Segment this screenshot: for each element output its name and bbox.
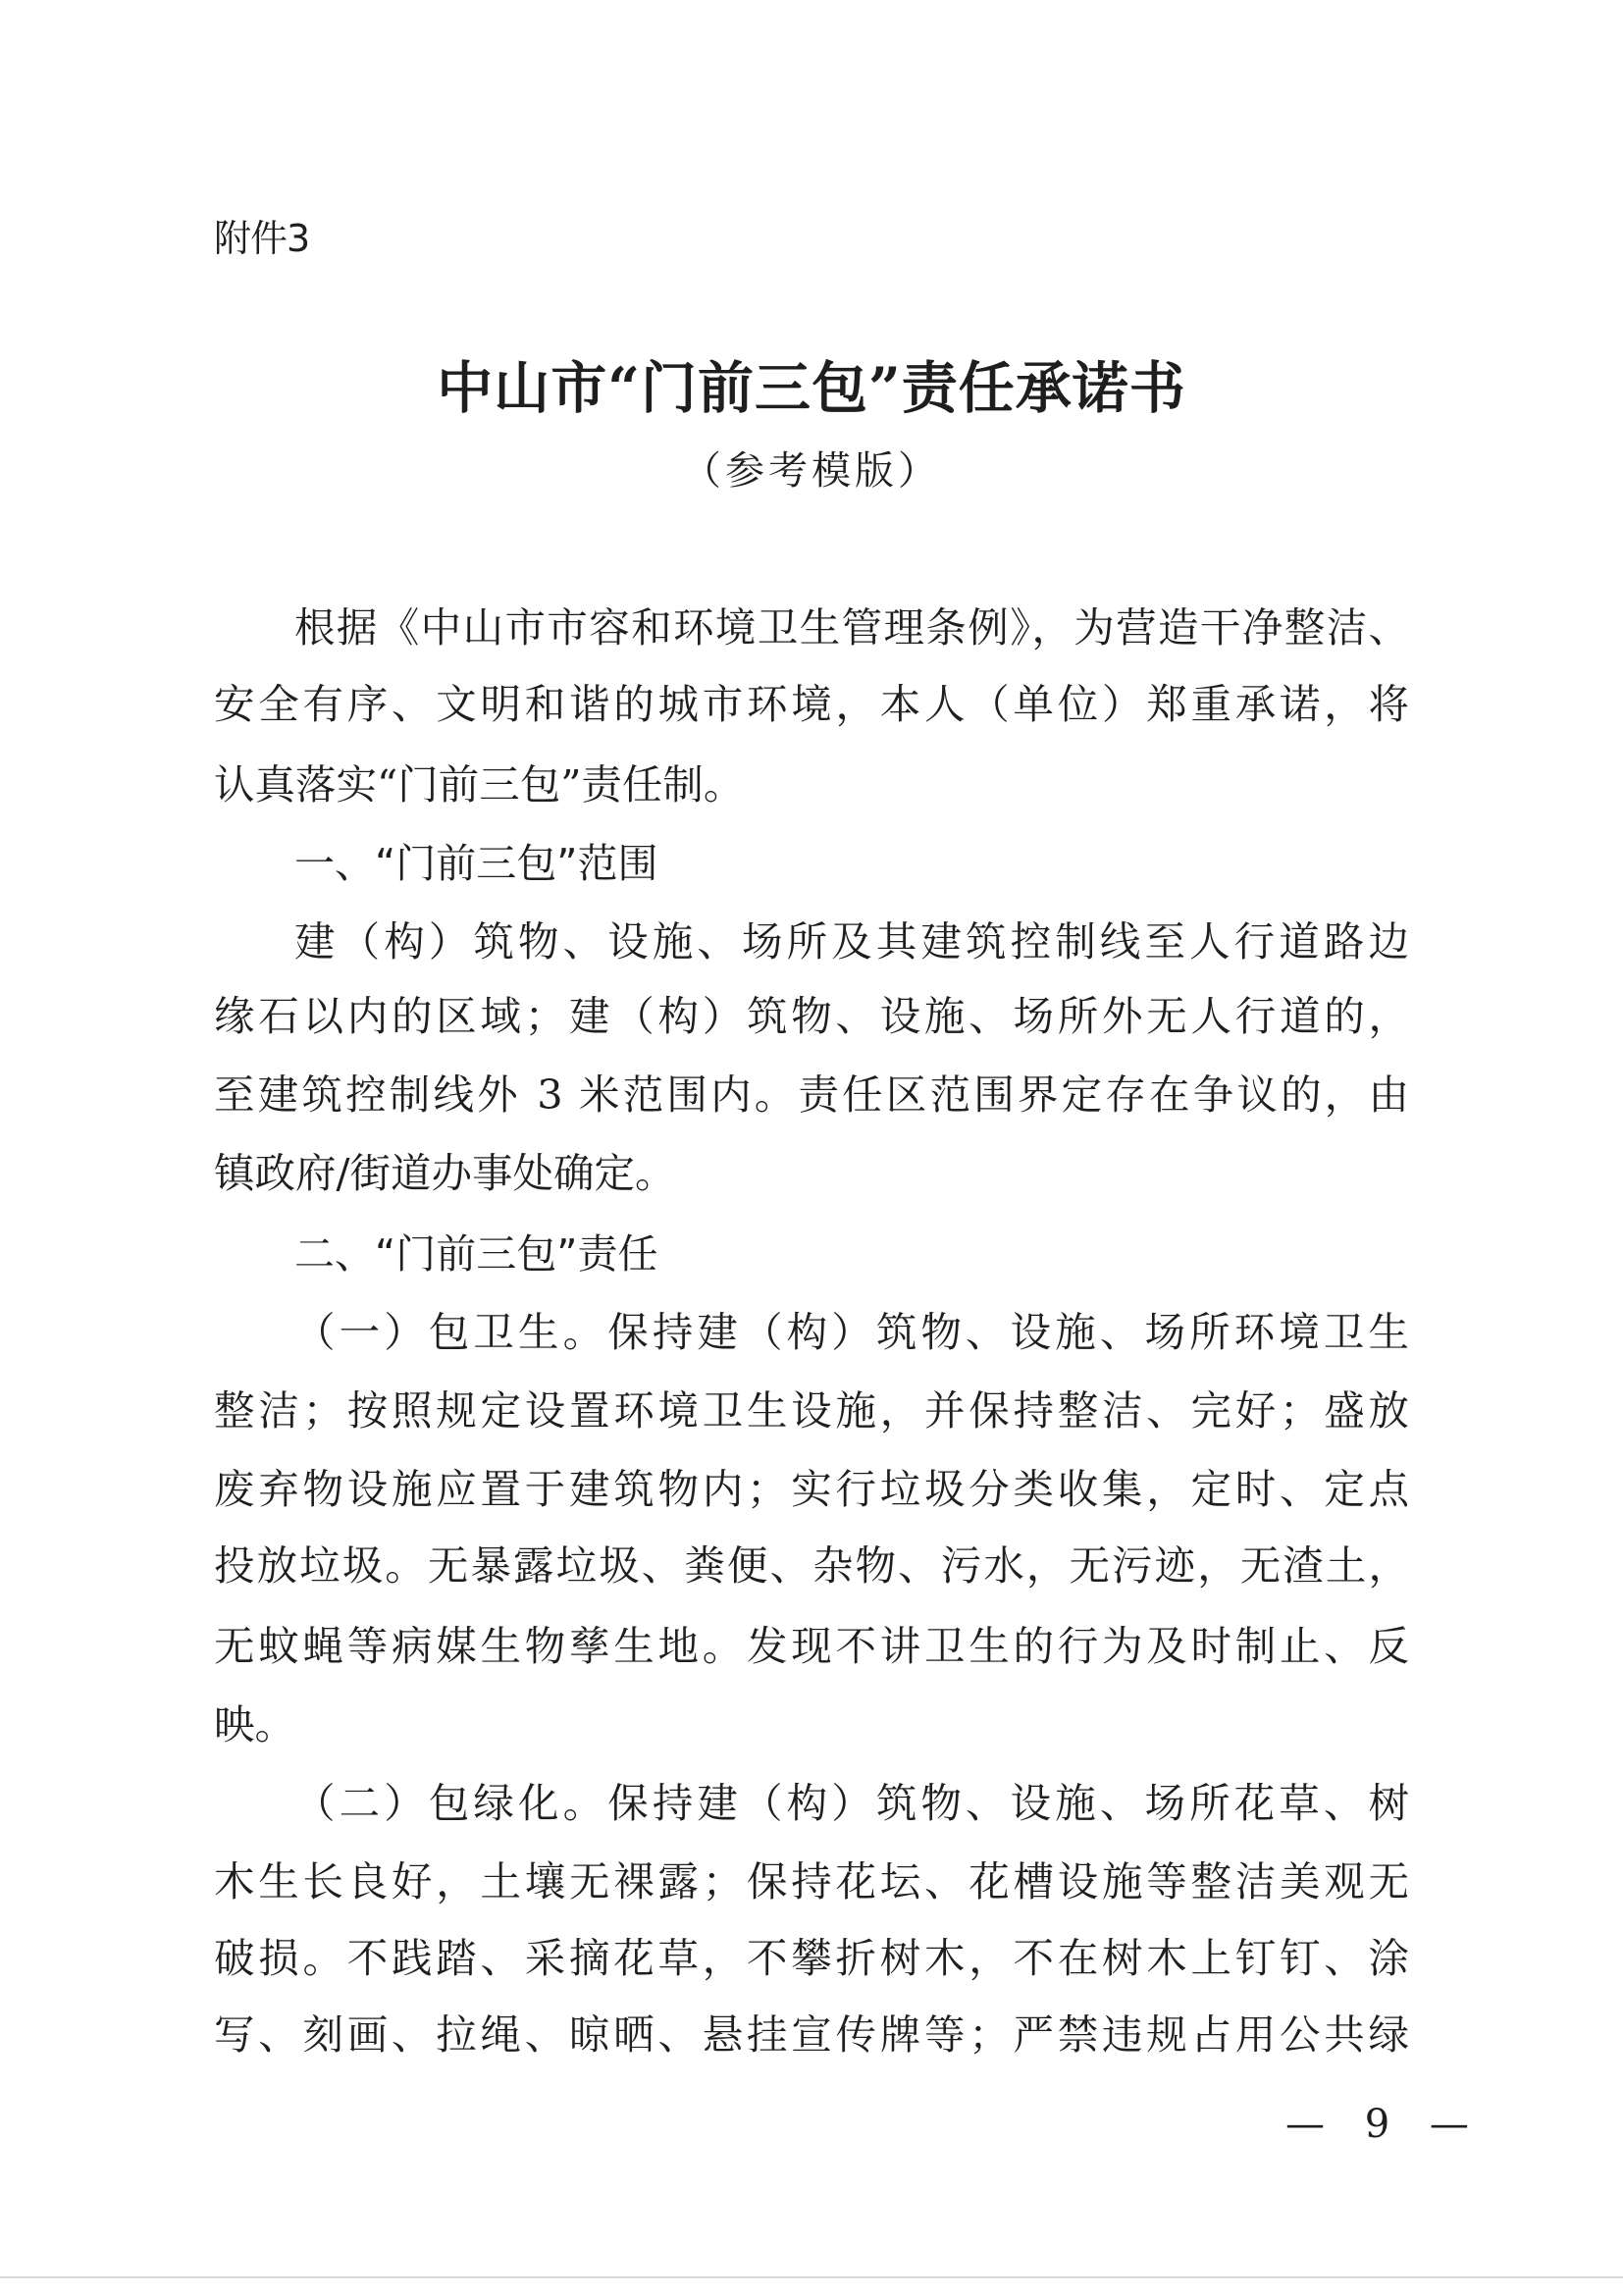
item-2-line: （二）包绿化。保持建（构）筑物、设施、场所花草、树 <box>294 1779 1409 1827</box>
intro-line: 根据《中山市市容和环境卫生管理条例》，为营造干净整洁、 <box>294 603 1409 652</box>
attachment-label: 附件3 <box>214 217 310 260</box>
document-subtitle: （参考模版） <box>682 448 941 494</box>
section-2-heading: 二、“门前三包”责任 <box>294 1230 658 1278</box>
item-2-line: 木生长良好，土壤无裸露；保持花坛、花槽设施等整洁美观无 <box>214 1857 1409 1905</box>
section-1-heading: 一、“门前三包”范围 <box>294 840 658 887</box>
item-1-line: 无蚊蝇等病媒生物孳生地。发现不讲卫生的行为及时制止、反 <box>214 1622 1409 1670</box>
item-1-line: 映。 <box>214 1700 296 1748</box>
document-title: 中山市“门前三包”责任承诺书 <box>437 355 1186 421</box>
scan-edge-divider <box>0 2276 1623 2278</box>
item-1-line: 整洁；按照规定设置环境卫生设施，并保持整洁、完好；盛放 <box>214 1386 1409 1435</box>
section-1-line: 镇政府/街道办事处确定。 <box>214 1149 676 1197</box>
item-1-line: 废弃物设施应置于建筑物内；实行垃圾分类收集，定时、定点 <box>214 1465 1409 1513</box>
item-1-line: 投放垃圾。无暴露垃圾、粪便、杂物、污水，无污迹，无渣土， <box>214 1541 1409 1590</box>
item-1-line: （一）包卫生。保持建（构）筑物、设施、场所环境卫生 <box>294 1308 1409 1356</box>
page-number: — 9 — <box>1285 2102 1483 2147</box>
item-2-line: 破损。不践踏、采摘花草，不攀折树木，不在树木上钉钉、涂 <box>214 1934 1409 1982</box>
intro-line: 安全有序、文明和谐的城市环境，本人（单位）郑重承诺，将 <box>214 680 1409 728</box>
item-2-line: 写、刻画、拉绳、晾晒、悬挂宣传牌等；严禁违规占用公共绿 <box>214 2010 1409 2059</box>
section-1-line: 建（构）筑物、设施、场所及其建筑控制线至人行道路边 <box>294 917 1409 965</box>
section-1-line: 至建筑控制线外 3 米范围内。责任区范围界定存在争议的，由 <box>214 1070 1409 1119</box>
intro-line: 认真落实“门前三包”责任制。 <box>214 760 745 809</box>
section-1-line: 缘石以内的区域；建（构）筑物、设施、场所外无人行道的， <box>214 992 1409 1040</box>
